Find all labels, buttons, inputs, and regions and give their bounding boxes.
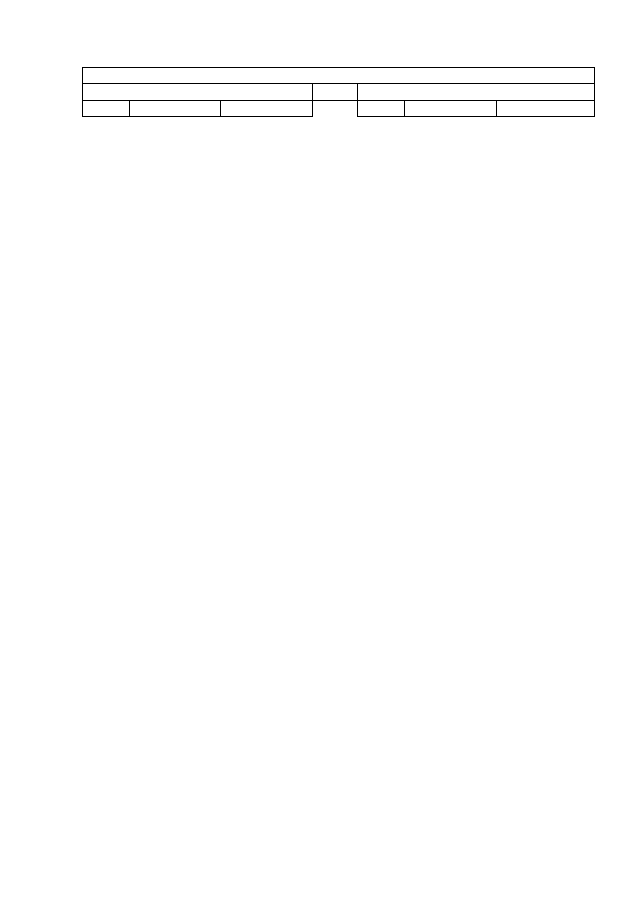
coordinates-table [82, 67, 595, 117]
right-col-y [497, 100, 595, 116]
left-col-y [221, 100, 313, 116]
left-col-no [83, 100, 130, 116]
right-col-x [405, 100, 497, 116]
column-gap [313, 100, 358, 116]
column-gap [313, 84, 358, 100]
left-zone-title [83, 84, 313, 100]
section-title [83, 68, 595, 84]
section-header [83, 68, 595, 117]
right-zone-title [358, 84, 595, 100]
left-col-x [130, 100, 221, 116]
right-col-no [358, 100, 405, 116]
